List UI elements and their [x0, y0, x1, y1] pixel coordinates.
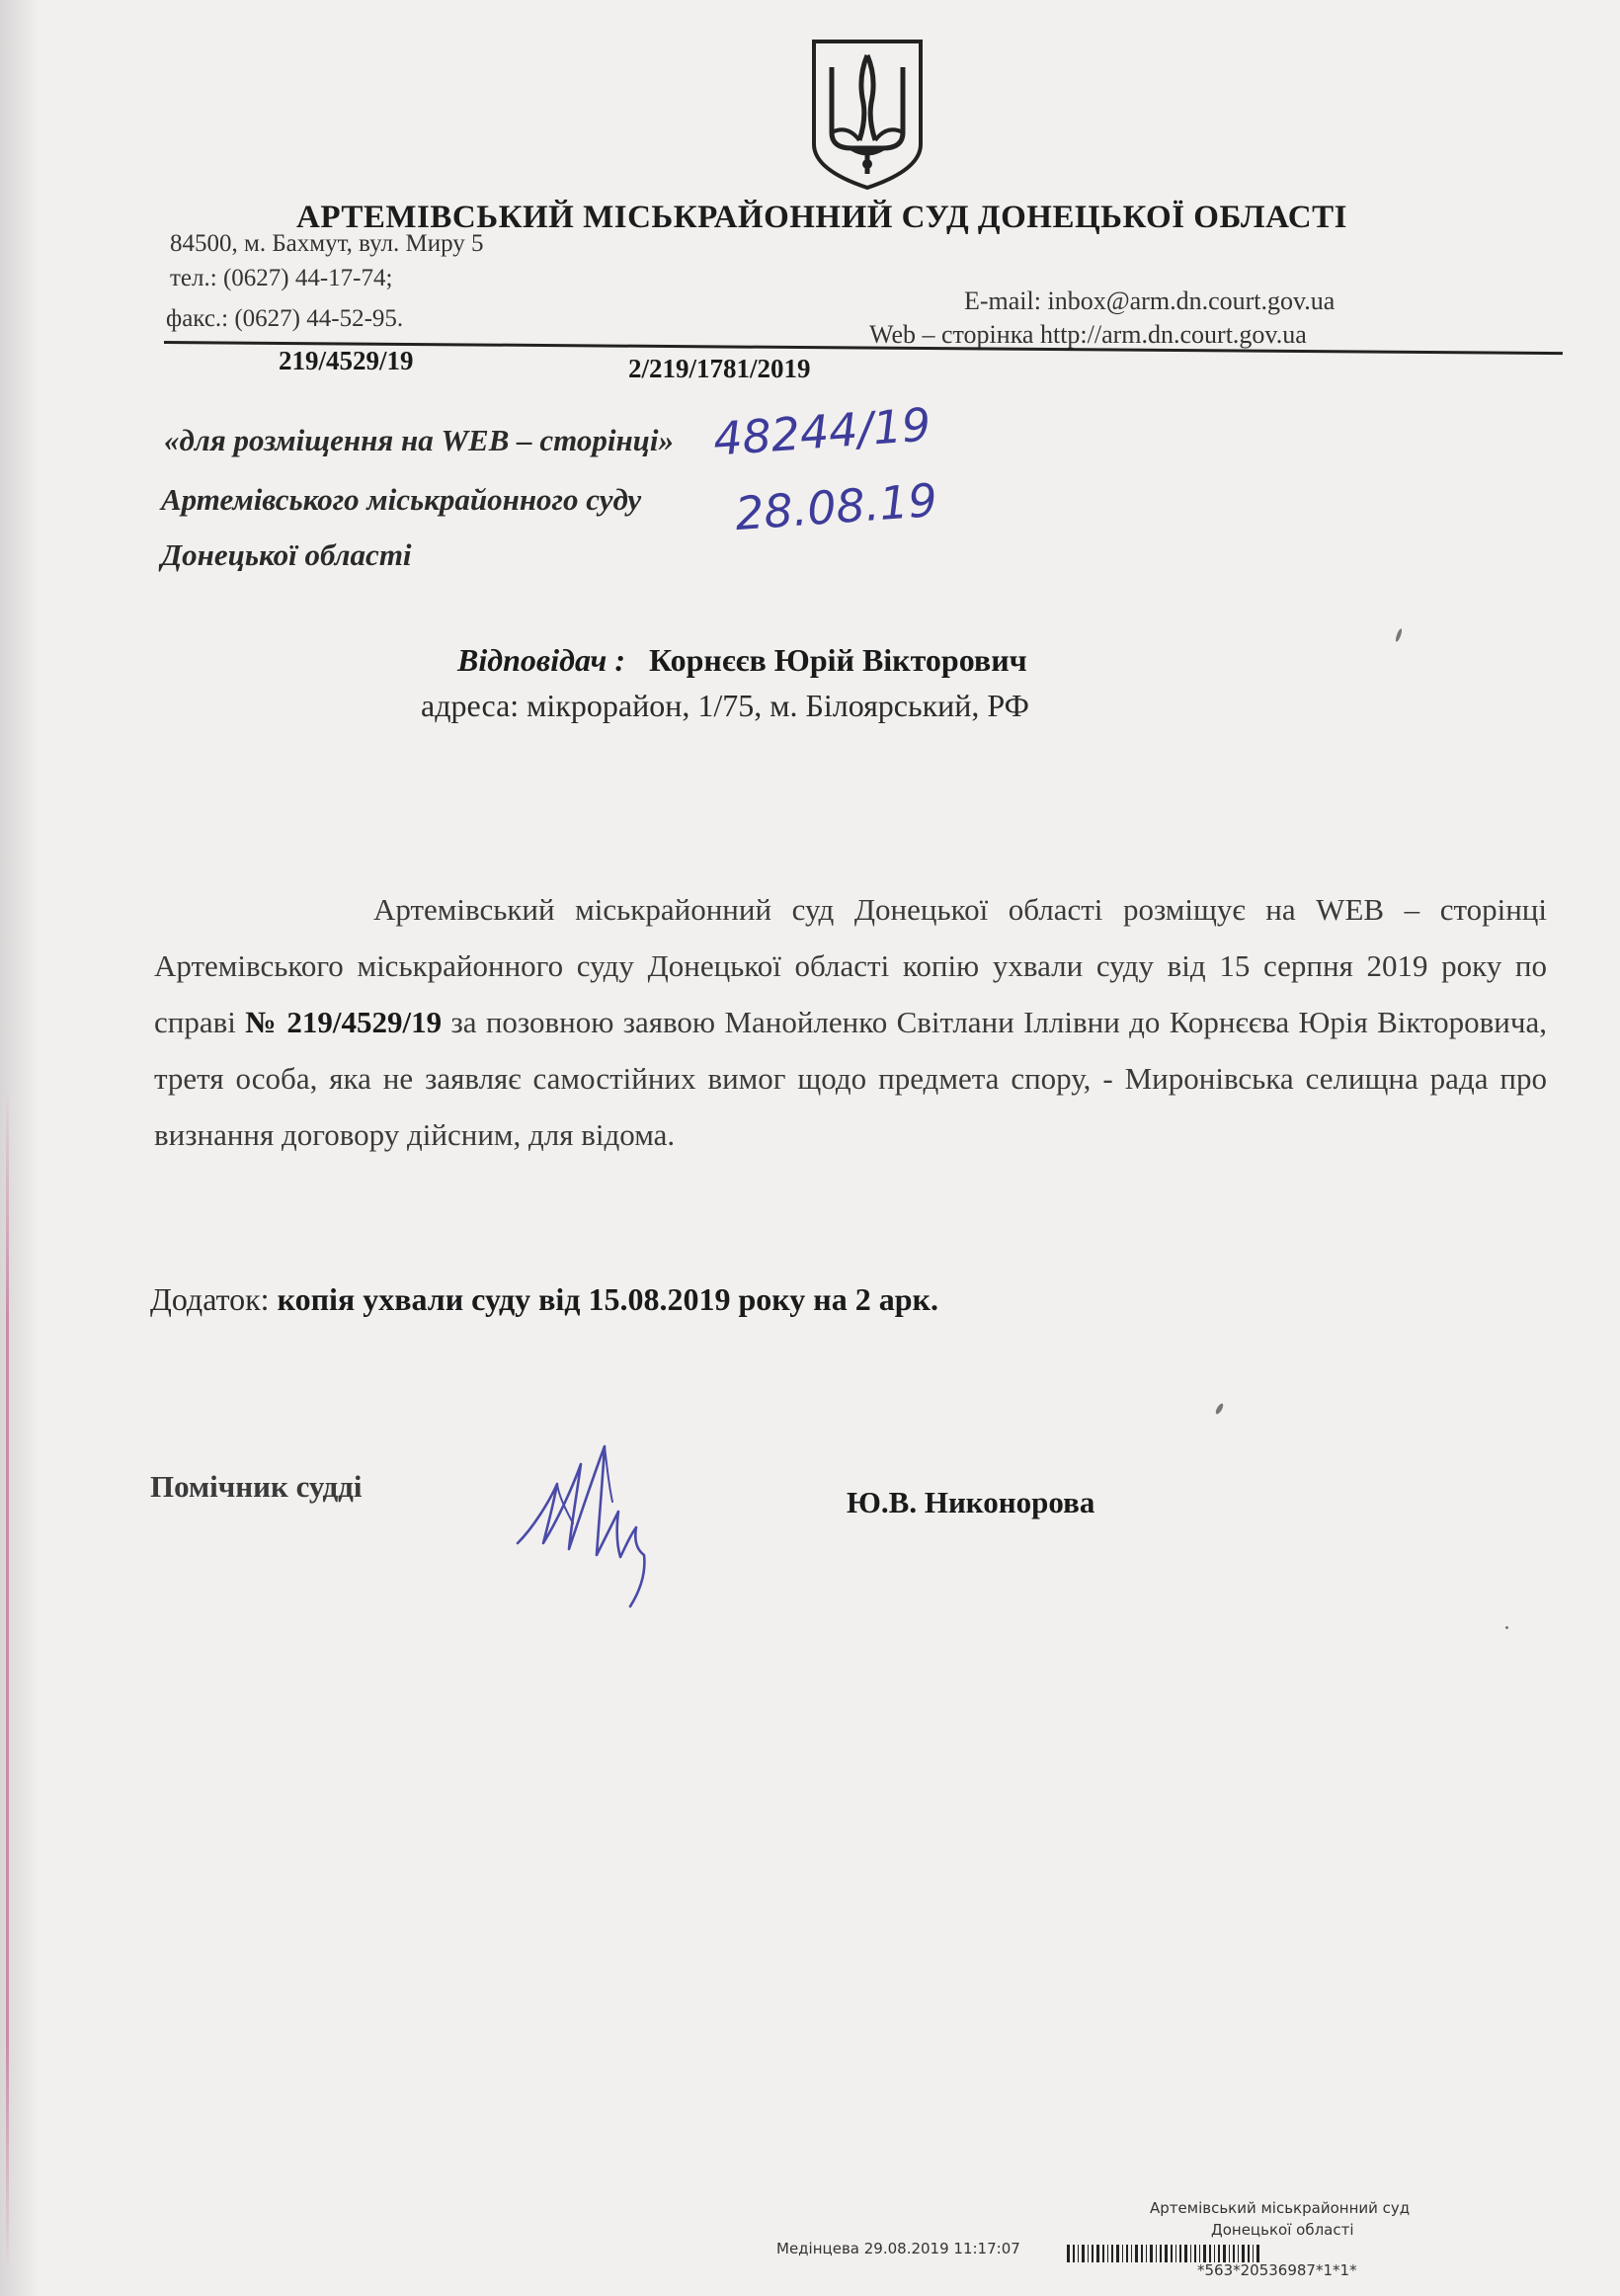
footer-clerk-stamp: Медінцева 29.08.2019 11:17:07 [776, 2240, 1020, 2257]
respondent-line [457, 642, 1027, 679]
outgoing-number: 2/219/1781/2019 [628, 354, 811, 383]
attachment-label: Додаток: [150, 1281, 270, 1317]
respondent-name: Корнєєв Юрій Вікторович [649, 642, 1027, 678]
respondent-label: Відповідач : [457, 642, 625, 678]
body-case-reference: № 219/4529/19 [245, 1005, 443, 1039]
court-fax: факс.: (0627) 44-52-95. [166, 305, 404, 332]
footer-court-name: Артемівський міськрайонний суд [1150, 2199, 1411, 2217]
letter-body [154, 881, 1547, 1163]
court-address: 84500, м. Бахмут, вул. Миру 5 [170, 230, 484, 257]
court-web: Web – сторінка http://arm.dn.court.gov.ua [869, 320, 1307, 349]
handwritten-registration-date: 28.08.19 [733, 472, 939, 541]
respondent-address: адреса: мікрорайон, 1/75, м. Білоярський, РФ [421, 688, 1029, 723]
court-email: E-mail: inbox@arm.dn.court.gov.ua [964, 287, 1336, 315]
attachment-text: копія ухвали суду від 15.08.2019 року на 2 арк. [269, 1281, 938, 1317]
court-title: АРТЕМІВСЬКИЙ МІСЬКРАЙОННИЙ СУД ДОНЕЦЬКОЇ ОБЛАСТІ [296, 200, 1347, 235]
handwritten-registration-number: 48244/19 [711, 397, 932, 466]
scan-speck [1395, 628, 1404, 643]
body-text-part-1: Артемівський міськрайонний суд Донецької області розміщує на WEB – сторінці Артемівського міськрайонного суду Донецької області копію ухвали суду від 15 серпня 2019 року по справі [154, 892, 1547, 1039]
scan-speck [1214, 1403, 1224, 1416]
footer-barcode-text: *563*20536987*1*1* [1197, 2261, 1357, 2279]
handwritten-signature-icon [514, 1433, 682, 1620]
coat-of-arms-icon [808, 38, 927, 192]
recipient-line-2: Артемівського міськрайонного суду [161, 482, 642, 517]
body-text-part-2: за позовною заявою Манойленко Світлани Іллівни до Корнєєва Юрія Вікторовича, третя особа, яка не заявляє самостійних вимог щодо предмета спору, - Миронівська селищна рада про визнання договору дійсним, для відома. [154, 1005, 1547, 1152]
signatory-name: Ю.В. Никонорова [847, 1485, 1095, 1519]
signatory-role: Помічник судді [150, 1469, 363, 1504]
case-number: 219/4529/19 [279, 346, 414, 375]
registration-barcode [1067, 2241, 1259, 2262]
recipient-line-1: «для розміщення на WEB – сторінці» [164, 423, 675, 457]
recipient-line-3: Донецької області [161, 537, 412, 572]
court-phone: тел.: (0627) 44-17-74; [170, 265, 393, 291]
scan-edge-mark [6, 1087, 9, 2272]
scan-speck [1505, 1626, 1508, 1629]
footer-court-region: Донецької області [1211, 2221, 1354, 2239]
attachment-line [150, 1281, 938, 1318]
